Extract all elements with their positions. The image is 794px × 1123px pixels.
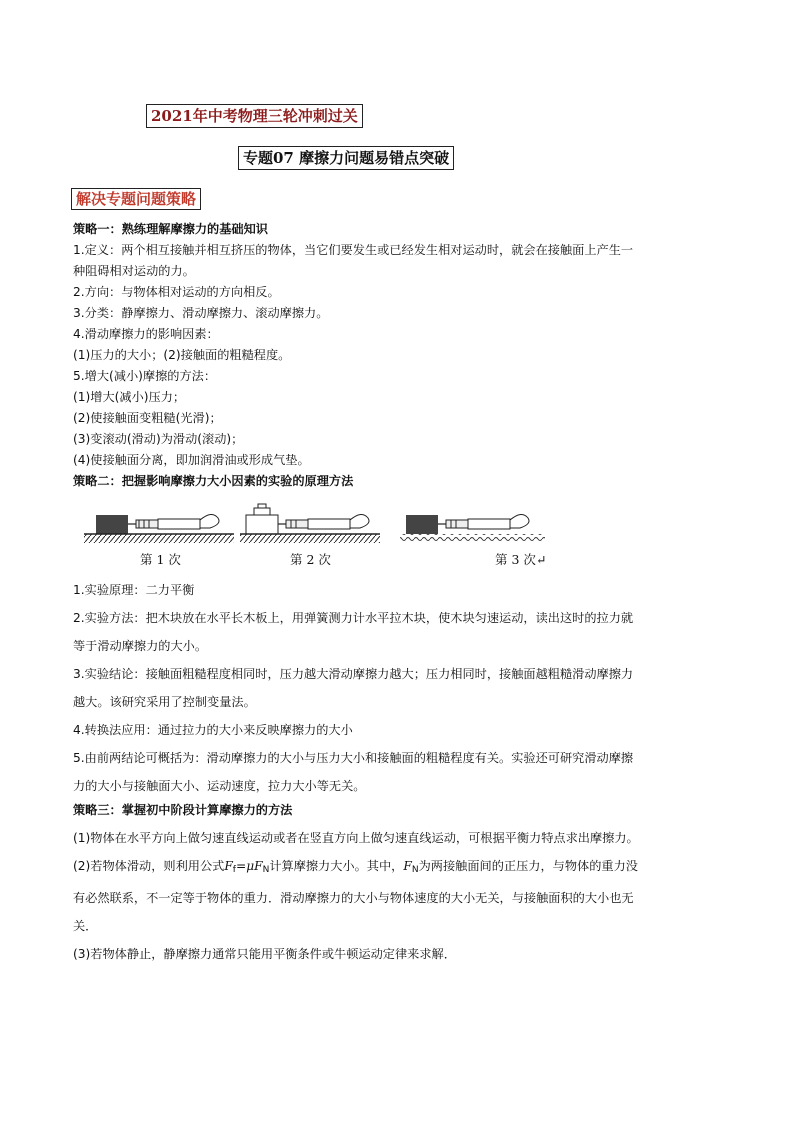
summary-line-2: 力的大小与接触面大小、运动速度，拉力大小等无关。 — [73, 779, 366, 793]
calc-line-3: 有必然联系，不一定等于物体的重力．滑动摩擦力的大小与物体速度的大小无关，与接触面积的大小也无 — [73, 891, 634, 905]
calc-line-1: (1)物体在水平方向上做匀速直线运动或者在竖直方向上做匀速直线运动，可根据平衡力特点求出摩擦力。 — [73, 831, 639, 845]
calc-line-5: (3)若物体静止，静摩擦力通常只能用平衡条件或牛顿运动定律来求解． — [73, 947, 456, 961]
caption-trial-2: 第 2 次 — [290, 552, 331, 567]
setup-3 — [400, 514, 545, 542]
conclusion-line-1: 3.实验结论：接触面粗糙程度相同时，压力越大滑动摩擦力越大；压力相同时，接触面越粗糙滑动摩擦力 — [73, 667, 634, 681]
definition-line-2: 种阻碍相对运动的力。 — [73, 264, 195, 278]
conclusion-line-2: 越大。该研究采用了控制变量法。 — [73, 695, 256, 709]
method-2-line: (2)使接触面变粗糙(光滑)； — [73, 411, 222, 425]
calc-line-2-suffix: 为两接触面间的正压力，与物体的重力没 — [418, 859, 638, 873]
formula-friction-symbol: F — [224, 859, 233, 873]
strategy-one — [73, 219, 725, 492]
methods-line: 5.增大(减小)摩擦的方法： — [73, 369, 217, 383]
setup-1 — [84, 514, 234, 543]
factors-line: 4.滑动摩擦力的影响因素： — [73, 327, 219, 341]
experiment-diagram — [70, 500, 550, 550]
factors-detail-line: (1)压力的大小；(2)接触面的粗糙程度。 — [73, 348, 291, 362]
classification-line: 3.分类：静摩擦力、滑动摩擦力、滚动摩擦力。 — [73, 306, 329, 320]
formula-mu-f: μF — [246, 859, 263, 873]
method-4-line: (4)使接触面分离，即加润滑油或形成气垫。 — [73, 453, 310, 467]
strategy-three-heading: 策略三：掌握初中阶段计算摩擦力的方法 — [73, 803, 293, 817]
calc-line-4: 关． — [73, 919, 98, 933]
summary-line-1: 5.由前两结论可概括为：滑动摩擦力的大小与压力大小和接触面的粗糙程度有关。实验还可研究滑动摩擦 — [73, 751, 634, 765]
section-heading: 解决专题问题策略 — [71, 188, 201, 210]
method-line-2: 等于滑动摩擦力的大小。 — [73, 639, 208, 653]
setup-2 — [240, 504, 380, 543]
normal-force-symbol: F — [403, 859, 412, 873]
normal-force-subscript: N — [411, 865, 419, 875]
calc-line-2 — [73, 852, 725, 884]
main-title: 2021年中考物理三轮冲刺过关 — [146, 104, 363, 128]
definition-line-1: 1.定义：两个相互接触并相互挤压的物体，当它们要发生或已经发生相对运动时，就会在接触面上产生一 — [73, 243, 634, 257]
method-3-line: (3)变滚动(滑动)为滑动(滚动)； — [73, 432, 244, 446]
method-line-1: 2.实验方法：把木块放在水平长木板上，用弹簧测力计水平拉木块，使木块匀速运动，读出这时的拉力就 — [73, 611, 634, 625]
strategy-two-heading: 策略二：把握影响摩擦力大小因素的实验的原理方法 — [73, 474, 354, 488]
calc-line-2-middle: 计算摩擦力大小。其中， — [269, 859, 404, 873]
formula-equals: = — [235, 859, 247, 873]
topic-title: 专题07 摩擦力问题易错点突破 — [238, 146, 454, 170]
calc-line-2-prefix: (2)若物体滑动，则利用公式 — [73, 859, 225, 873]
formula-normal-subscript: N — [262, 865, 270, 875]
caption-trial-3: 第 3 次↵ — [495, 552, 547, 567]
strategy-one-heading: 策略一：熟练理解摩擦力的基础知识 — [73, 222, 268, 236]
strategy-two — [73, 576, 725, 800]
experiment-figure — [70, 500, 550, 574]
direction-line: 2.方向：与物体相对运动的方向相反。 — [73, 285, 280, 299]
method-1-line: (1)增大(减小)压力； — [73, 390, 186, 404]
strategy-three — [73, 796, 725, 968]
principle-line: 1.实验原理：二力平衡 — [73, 583, 195, 597]
conversion-line: 4.转换法应用：通过拉力的大小来反映摩擦力的大小 — [73, 723, 353, 737]
formula-friction-subscript: f — [232, 865, 236, 875]
caption-trial-1: 第 1 次 — [140, 552, 181, 567]
